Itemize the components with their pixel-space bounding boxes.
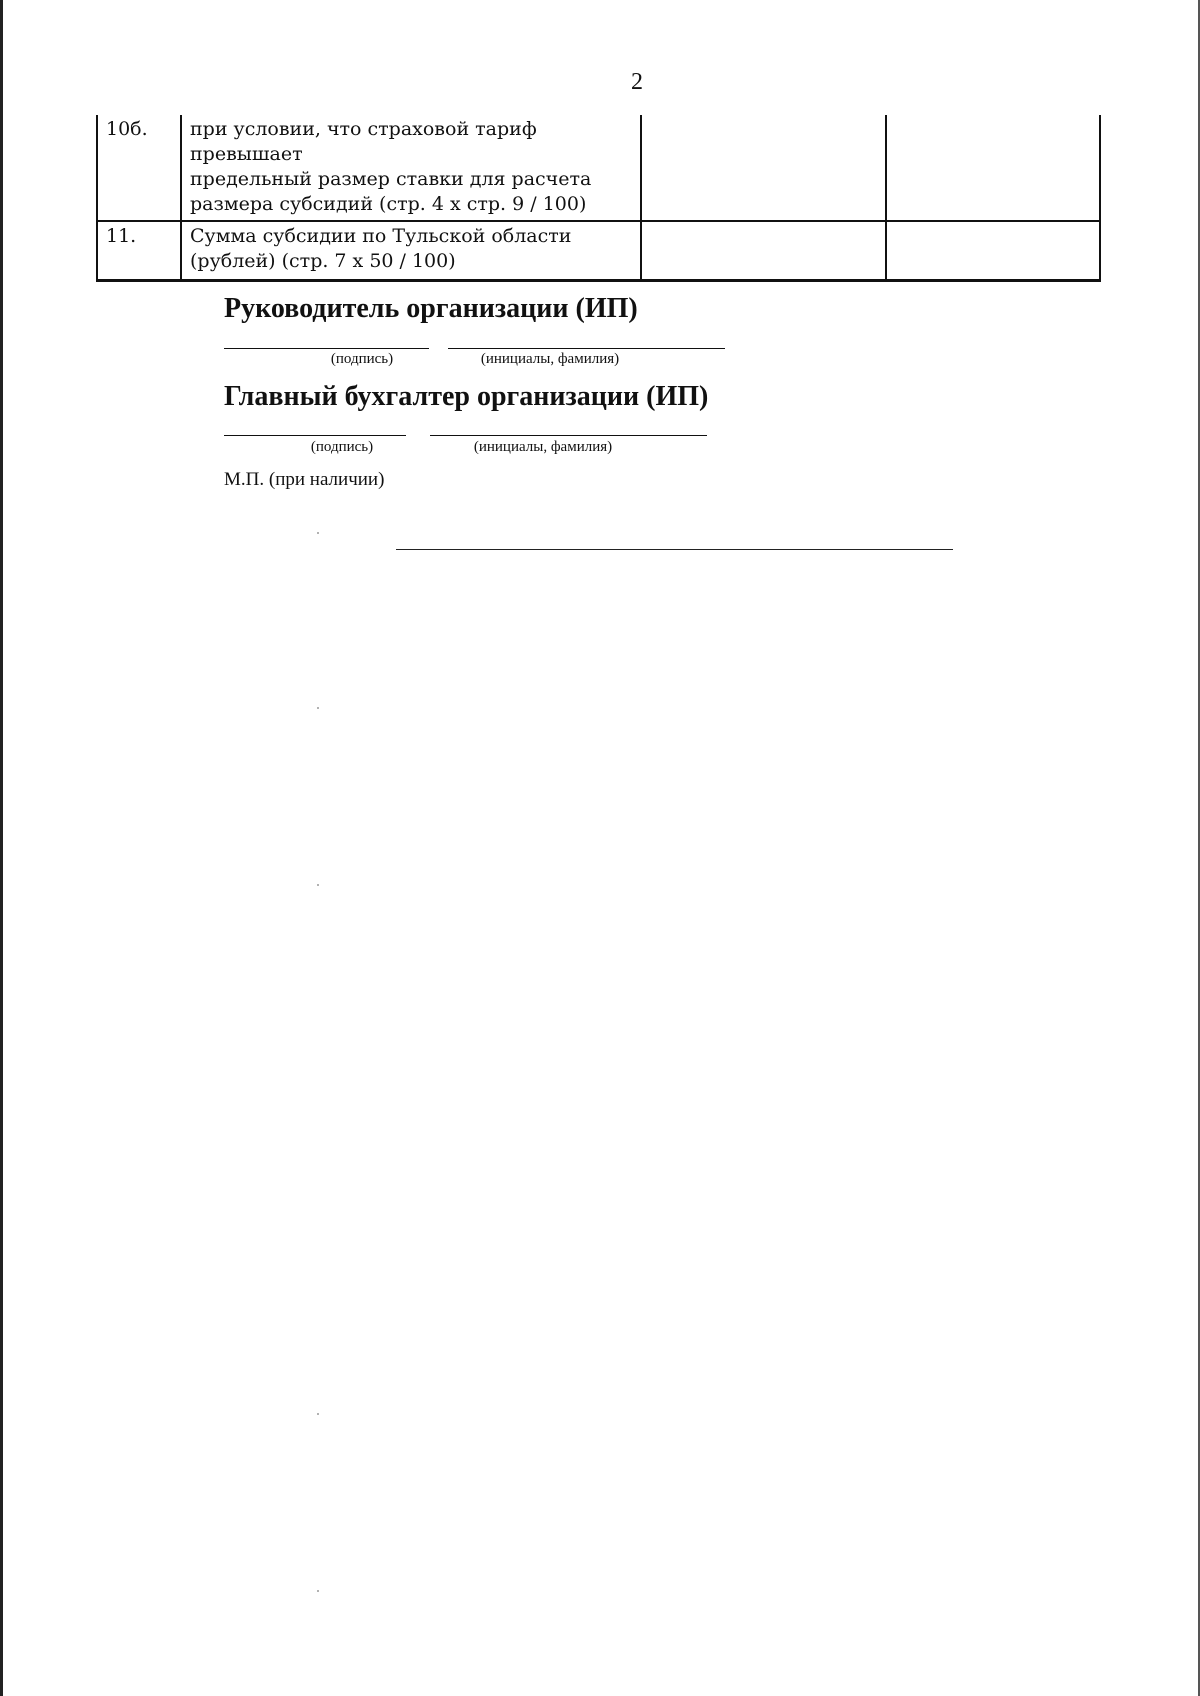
- scan-speck: [317, 1413, 319, 1415]
- scan-speck: [317, 884, 319, 886]
- scan-speck: [317, 707, 319, 709]
- description-line: (рублей) (стр. 7 х 50 / 100): [190, 250, 456, 272]
- value-cell-2: [886, 115, 1100, 221]
- value-cell-1: [641, 221, 886, 280]
- scan-speck: [317, 1590, 319, 1592]
- table-row: [97, 221, 1100, 280]
- row-number-cell: 11.: [97, 221, 181, 280]
- description-line: при условии, что страховой тариф превышает: [190, 118, 537, 165]
- value-cell-2: [886, 221, 1100, 280]
- accountant-name-line: [430, 435, 707, 436]
- scan-left-edge: [0, 0, 3, 1696]
- head-signature-title: Руководитель организации (ИП): [224, 293, 638, 324]
- description-line: Сумма субсидии по Тульской области: [190, 225, 572, 247]
- description-line: размера субсидий (стр. 4 х стр. 9 / 100): [190, 193, 587, 215]
- row-description-cell: [181, 221, 641, 280]
- accountant-name-caption: (инициалы, фамилия): [473, 439, 613, 455]
- page-number: 2: [631, 69, 643, 95]
- accountant-signature-caption: (подпись): [310, 439, 374, 455]
- subsidy-calculation-table: [96, 115, 1101, 282]
- accountant-signature-title: Главный бухгалтер организации (ИП): [224, 381, 709, 412]
- stamp-note: М.П. (при наличии): [224, 469, 385, 490]
- head-name-caption: (инициалы, фамилия): [480, 351, 620, 367]
- value-cell-1: [641, 115, 886, 221]
- accountant-signature-line: [224, 435, 406, 436]
- description-line: предельный размер ставки для расчета: [190, 168, 592, 190]
- head-signature-line: [224, 348, 429, 349]
- document-end-rule: [396, 549, 953, 550]
- row-description-cell: [181, 115, 641, 221]
- head-signature-caption: (подпись): [330, 351, 394, 367]
- scan-speck: [317, 532, 319, 534]
- row-number-cell: 10б.: [97, 115, 181, 221]
- table-row: [97, 115, 1100, 221]
- head-name-line: [448, 348, 725, 349]
